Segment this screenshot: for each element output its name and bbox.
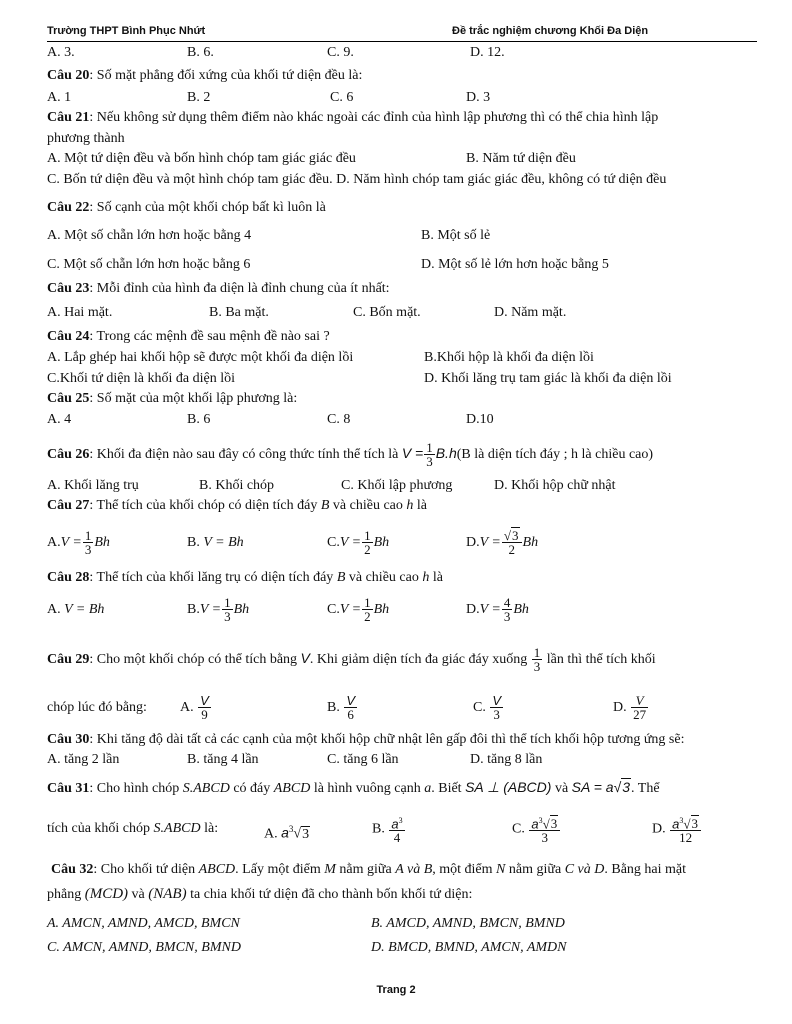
q21-option-b: B. Năm tứ diện đều xyxy=(466,151,576,166)
q25-label: Câu 25 xyxy=(47,391,90,406)
q31-c-radicand: 3 xyxy=(550,816,558,832)
q32-plane-mcd: (MCD) xyxy=(84,886,129,902)
q24-option-c: C.Khối tứ diện là khối đa diện lồi xyxy=(47,371,236,386)
q27-c-v: V = xyxy=(339,535,362,550)
q28-text-mid: và chiều cao xyxy=(345,570,423,585)
q31-b-prefix: B. xyxy=(372,821,385,837)
q28-d-v: V = xyxy=(479,602,501,617)
q28-d-den: 3 xyxy=(503,609,511,625)
q24-option-d: D. Khối lăng trụ tam giác là khối đa diện lồi xyxy=(424,371,672,386)
q23-option-d: D. Năm mặt. xyxy=(494,305,567,320)
q30-text: : Khi tăng độ dài tất cả các cạnh của một khối hộp chữ nhật lên gấp đôi thì thể tích khối hộp tương ứng sẽ: xyxy=(89,732,685,747)
q31-text5: và xyxy=(551,781,572,796)
q32-question xyxy=(51,862,686,878)
q29-label: Câu 29 xyxy=(47,652,90,667)
q19-option-c: C. 9. xyxy=(327,45,354,60)
q27-a-num: 1 xyxy=(84,528,92,544)
q29-option-b xyxy=(327,693,358,723)
q29-question xyxy=(47,643,656,675)
q27-label: Câu 27 xyxy=(47,498,90,513)
q28-b-prefix: B. xyxy=(187,602,200,617)
q23-label: Câu 23 xyxy=(47,281,90,296)
q27-c-den: 2 xyxy=(364,542,371,558)
q25-option-d: D.10 xyxy=(466,412,494,427)
q31-cont-end: là: xyxy=(200,821,219,836)
q29-a-num: V xyxy=(200,693,209,709)
q28-a-prefix: A. xyxy=(47,602,61,617)
q22-option-c: C. Một số chẵn lớn hơn hoặc bằng 6 xyxy=(47,257,251,272)
q22-option-d: D. Một số lẻ lớn hơn hoặc bằng 5 xyxy=(421,257,609,272)
q26-fraction xyxy=(424,441,435,468)
q31-question-cont xyxy=(47,814,218,844)
q29-a-den: 9 xyxy=(201,707,208,723)
q28-b-num: 1 xyxy=(224,595,231,611)
q27-question xyxy=(47,498,427,514)
q25-option-c: C. 8 xyxy=(327,412,351,427)
q29-d-den: 27 xyxy=(633,707,647,723)
q21-option-a: A. Một tứ diện đều và bốn hình chóp tam giác giác đều xyxy=(47,151,356,166)
q20-option-a: A. 1 xyxy=(47,90,72,105)
q29-var-v: V xyxy=(300,650,310,666)
q24-option-b: B.Khối hộp là khối đa diện lồi xyxy=(424,350,594,365)
q29-option-c xyxy=(473,693,504,723)
q28-c-den: 2 xyxy=(364,609,371,625)
q31-a-base: a xyxy=(281,824,289,841)
q29-fraction xyxy=(532,646,543,673)
q31-formula-sa: SA = a xyxy=(571,779,614,795)
q22-text: : Số cạnh của một khối chóp bất kì luôn là xyxy=(89,200,326,215)
q25-text: : Số mặt của một khối lập phương là: xyxy=(89,391,298,406)
exam-title: Đề trắc nghiệm chương Khối Đa Diện xyxy=(452,25,649,37)
q21-label: Câu 21 xyxy=(47,110,90,125)
q31-pyramid: S.ABCD xyxy=(182,781,230,796)
q31-b-num xyxy=(389,814,404,831)
q26-formula-rhs: B.h xyxy=(435,445,457,461)
q28-a-v: V = Bh xyxy=(64,602,105,617)
q32-option-c: C. AMCN, AMND, BMCN, BMND xyxy=(47,940,241,955)
q32-option-a: A. AMCN, AMND, AMCD, BMCN xyxy=(47,916,240,931)
q19-option-b: B. 6. xyxy=(187,45,214,60)
q27-option-d xyxy=(466,528,538,558)
q32-cont-b: và xyxy=(128,887,149,902)
q19-option-a: A. 3. xyxy=(47,45,75,60)
q31-sqrt: √3 xyxy=(613,779,631,795)
q27-a-v: V = xyxy=(60,535,82,550)
q29-b-num: V xyxy=(346,693,356,709)
q27-d-radicand: 3 xyxy=(512,528,519,544)
q31-label: Câu 31 xyxy=(47,781,90,796)
q26-question xyxy=(47,438,653,470)
q32-label: Câu 32 xyxy=(51,862,94,877)
q27-a-bh: Bh xyxy=(94,535,110,550)
q26-label: Câu 26 xyxy=(47,447,90,462)
q29-option-a xyxy=(180,693,212,723)
q20-label: Câu 20 xyxy=(47,68,90,83)
school-name: Trường THPT Bình Phục Nhứt xyxy=(47,25,206,37)
q28-c-num: 1 xyxy=(364,595,371,611)
q31-text4: . Biết xyxy=(431,781,466,796)
q24-option-a: A. Lắp ghép hai khối hộp sẽ được một khối đa diện lồi xyxy=(47,350,354,365)
q31-text6: . Thể xyxy=(631,781,660,796)
q29-a-fraction xyxy=(198,694,211,721)
q28-b-den: 3 xyxy=(224,609,231,625)
q26-option-d: D. Khối hộp chữ nhật xyxy=(494,478,616,493)
q31-d-den: 12 xyxy=(679,830,693,846)
q27-c-fraction xyxy=(362,529,373,556)
q22-option-b: B. Một số lẻ xyxy=(421,228,491,243)
q31-d-fraction xyxy=(670,814,701,844)
q30-option-d: D. tăng 8 lần xyxy=(470,752,543,767)
q26-text: : Khối đa điện nào sau đây có công thức tính thể tích là xyxy=(89,447,399,462)
q28-var-b: B xyxy=(336,570,346,585)
q31-c-prefix: C. xyxy=(512,821,525,837)
q21-question xyxy=(47,110,658,126)
q32-text3: nằm giữa xyxy=(335,862,396,877)
q31-option-d xyxy=(652,814,702,844)
q27-a-den: 3 xyxy=(84,542,92,558)
q32-option-b: B. AMCD, AMND, BMCN, BMND xyxy=(371,916,565,931)
q32-option-d: D. BMCD, BMND, AMCN, AMDN xyxy=(371,940,567,955)
q26-formula-lhs: V = xyxy=(401,445,424,461)
q28-text: : Thể tích của khối lăng trụ có diện tích đáy xyxy=(89,570,337,585)
q32-cont-a: phẳng xyxy=(47,887,85,902)
q28-option-c xyxy=(327,595,389,625)
q29-c-prefix: C. xyxy=(473,700,486,715)
q27-c-num: 1 xyxy=(364,528,371,544)
q26-option-c: C. Khối lập phương xyxy=(341,478,453,493)
q27-text-end: là xyxy=(413,498,427,513)
q28-b-bh: Bh xyxy=(233,602,250,617)
q29-text3: lần thì thể tích khối xyxy=(546,652,656,667)
q28-b-v: V = xyxy=(199,602,222,617)
q25-question xyxy=(47,391,297,407)
q25-option-a: A. 4 xyxy=(47,412,72,427)
q21-option-cd: C. Bốn tứ diện đều và một hình chóp tam giác đều. D. Năm hình chóp tam giác giác đều, không có tứ diện đều xyxy=(47,172,667,187)
q26-tail: (B là diện tích đáy ; h là chiều cao) xyxy=(456,447,654,462)
q32-point-n: N xyxy=(496,862,506,877)
q20-option-c: C. 6 xyxy=(330,90,354,105)
q31-c-exp: 3 xyxy=(538,816,543,825)
q30-option-b: B. tăng 4 lần xyxy=(187,752,259,767)
q31-b-exp: 3 xyxy=(398,816,403,825)
q32-cd: C và D xyxy=(564,862,605,877)
q23-question xyxy=(47,281,390,297)
q30-option-a: A. tăng 2 lần xyxy=(47,752,120,767)
q31-text2: có đáy xyxy=(229,781,274,796)
q20-option-b: B. 2 xyxy=(187,90,211,105)
q27-text-mid: và chiều cao xyxy=(329,498,407,513)
q28-c-fraction xyxy=(362,596,373,623)
q29-c-den: 3 xyxy=(493,707,500,723)
q26-option-b: B. Khối chóp xyxy=(199,478,275,493)
q29-question-cont: chóp lúc đó bằng: xyxy=(47,700,147,715)
q29-a-prefix: A. xyxy=(180,700,194,715)
q31-option-a xyxy=(264,814,310,850)
q29-c-fraction xyxy=(490,694,503,721)
q28-option-a xyxy=(47,595,104,625)
q28-c-v: V = xyxy=(339,602,362,617)
q31-b-den: 4 xyxy=(393,830,401,846)
q27-a-prefix: A. xyxy=(47,535,61,550)
q32-point-m: M xyxy=(324,862,336,877)
q29-b-fraction xyxy=(344,694,357,721)
q31-pyramid-2: S.ABCD xyxy=(153,821,201,836)
q20-text: : Số mặt phẳng đối xứng của khối tứ diện đều là: xyxy=(89,68,363,83)
q27-d-num: √3 xyxy=(502,529,522,543)
q19-option-d: D. 12. xyxy=(470,45,505,60)
q29-d-fraction xyxy=(631,694,648,721)
q24-question xyxy=(47,329,330,345)
q23-option-c: C. Bốn mặt. xyxy=(353,305,421,320)
q27-var-b: B xyxy=(320,498,330,513)
q23-option-b: B. Ba mặt. xyxy=(209,305,269,320)
q32-text6: . Bằng hai mặt xyxy=(604,862,687,877)
q27-a-fraction xyxy=(83,529,94,556)
q32-text4: , một điểm xyxy=(432,862,497,877)
q27-option-a xyxy=(47,528,110,558)
q32-plane-nab: (NAB) xyxy=(148,886,187,902)
q27-b-v: V = Bh xyxy=(203,535,244,550)
q31-d-base: a xyxy=(672,816,680,832)
q31-question xyxy=(47,774,660,802)
q31-formula-perp: SA ⊥ (ABCD) xyxy=(465,779,552,795)
q31-option-c xyxy=(512,814,561,844)
q31-cont-text: tích của khối chóp xyxy=(47,821,154,836)
q31-var-a: a xyxy=(424,781,432,796)
q29-b-prefix: B. xyxy=(327,700,340,715)
q29-frac-num: 1 xyxy=(533,645,541,661)
q29-text: : Cho một khối chóp có thể tích bằng xyxy=(89,652,301,667)
q32-cont-c: ta chia khối tứ diện đã cho thành bốn khối tứ diện: xyxy=(186,887,473,902)
q29-c-num: V xyxy=(492,693,502,709)
q29-frac-den: 3 xyxy=(533,659,541,675)
q30-option-c: C. tăng 6 lần xyxy=(327,752,399,767)
q31-c-den: 3 xyxy=(541,830,549,846)
page-number: Trang 2 xyxy=(376,984,416,996)
q30-question xyxy=(47,732,685,748)
q23-option-a: A. Hai mặt. xyxy=(47,305,113,320)
q27-c-bh: Bh xyxy=(373,535,390,550)
q27-d-den: 2 xyxy=(508,542,515,558)
q28-option-d xyxy=(466,595,529,625)
q31-d-exp: 3 xyxy=(679,816,684,825)
q27-d-v: V = xyxy=(479,535,501,550)
q31-text: : Cho hình chóp xyxy=(89,781,183,796)
q28-c-bh: Bh xyxy=(373,602,390,617)
q28-d-prefix: D. xyxy=(466,602,480,617)
q28-b-fraction xyxy=(222,596,233,623)
q31-b-fraction xyxy=(389,814,404,844)
q31-c-num: $a^3√3$ xyxy=(529,814,560,831)
q29-d-prefix: D. xyxy=(613,700,627,715)
q32-text2: . Lấy một điểm xyxy=(235,862,325,877)
q31-a-radicand: 3 xyxy=(302,826,310,842)
q32-ab: A và B xyxy=(395,862,433,877)
q30-label: Câu 30 xyxy=(47,732,90,747)
q31-radicand: 3 xyxy=(622,779,631,795)
q31-d-prefix: D. xyxy=(652,821,666,837)
q20-option-d: D. 3 xyxy=(466,90,491,105)
q31-a-prefix: A. xyxy=(264,826,278,842)
q31-b-base: a xyxy=(391,816,399,832)
q26-frac-den: 3 xyxy=(426,454,433,470)
q21-question-cont: phương thành xyxy=(47,131,125,146)
q28-question xyxy=(47,570,443,586)
q31-c-fraction xyxy=(529,814,560,844)
q32-text5: nằm giữa xyxy=(505,862,565,877)
q28-text-end: là xyxy=(429,570,443,585)
q27-d-prefix: D. xyxy=(466,535,480,550)
q22-question xyxy=(47,200,326,216)
q21-text: : Nếu không sử dụng thêm điểm nào khác ngoài các đỉnh của hình lập phương thì có thể chia hình lập xyxy=(89,110,659,125)
q31-d-radicand: 3 xyxy=(691,816,698,832)
q22-label: Câu 22 xyxy=(47,200,90,215)
q29-option-d xyxy=(613,693,649,723)
q28-d-fraction xyxy=(502,596,513,623)
q31-d-num: $a^3√3$ xyxy=(670,814,701,831)
q29-d-num: V xyxy=(631,694,648,708)
q27-d-bh: Bh xyxy=(522,535,539,550)
q32-question-cont xyxy=(47,884,472,905)
q29-text2: . Khi giảm diện tích đa giác đáy xuống xyxy=(309,652,528,667)
q25-option-b: B. 6 xyxy=(187,412,211,427)
q27-c-prefix: C. xyxy=(327,535,340,550)
q31-base: ABCD xyxy=(273,781,311,796)
q27-option-c xyxy=(327,528,389,558)
q28-c-prefix: C. xyxy=(327,602,340,617)
q26-frac-num: 1 xyxy=(426,440,433,456)
q27-b-prefix: B. xyxy=(187,535,200,550)
q22-option-a: A. Một số chẵn lớn hơn hoặc bằng 4 xyxy=(47,228,252,243)
q24-label: Câu 24 xyxy=(47,329,90,344)
q27-var-h: h xyxy=(406,498,414,513)
q28-var-h: h xyxy=(422,570,430,585)
q20-question xyxy=(47,68,362,84)
q32-tetra: ABCD xyxy=(198,862,236,877)
q31-c-base: a xyxy=(531,816,539,832)
q27-text: : Thể tích của khối chóp có diện tích đáy xyxy=(89,498,321,513)
header-rule xyxy=(47,41,757,42)
q24-text: : Trong các mệnh đề sau mệnh đề nào sai ? xyxy=(89,329,330,344)
q23-text: : Mỗi đỉnh của hình đa diện là đỉnh chung của ít nhất: xyxy=(89,281,390,296)
q31-text3: là hình vuông cạnh xyxy=(310,781,425,796)
q27-option-b xyxy=(187,528,244,558)
q28-label: Câu 28 xyxy=(47,570,90,585)
q28-d-bh: Bh xyxy=(513,602,529,617)
q31-option-b xyxy=(372,814,406,844)
q27-d-fraction xyxy=(502,529,522,556)
q28-d-num: 4 xyxy=(503,595,511,611)
q28-option-b xyxy=(187,595,249,625)
q26-option-a: A. Khối lăng trụ xyxy=(47,478,139,493)
q32-text: : Cho khối tứ diện xyxy=(93,862,199,877)
q29-b-den: 6 xyxy=(347,707,354,723)
q31-a-sqrt: √3 xyxy=(293,826,310,842)
q31-a-exp: 3 xyxy=(288,824,294,834)
